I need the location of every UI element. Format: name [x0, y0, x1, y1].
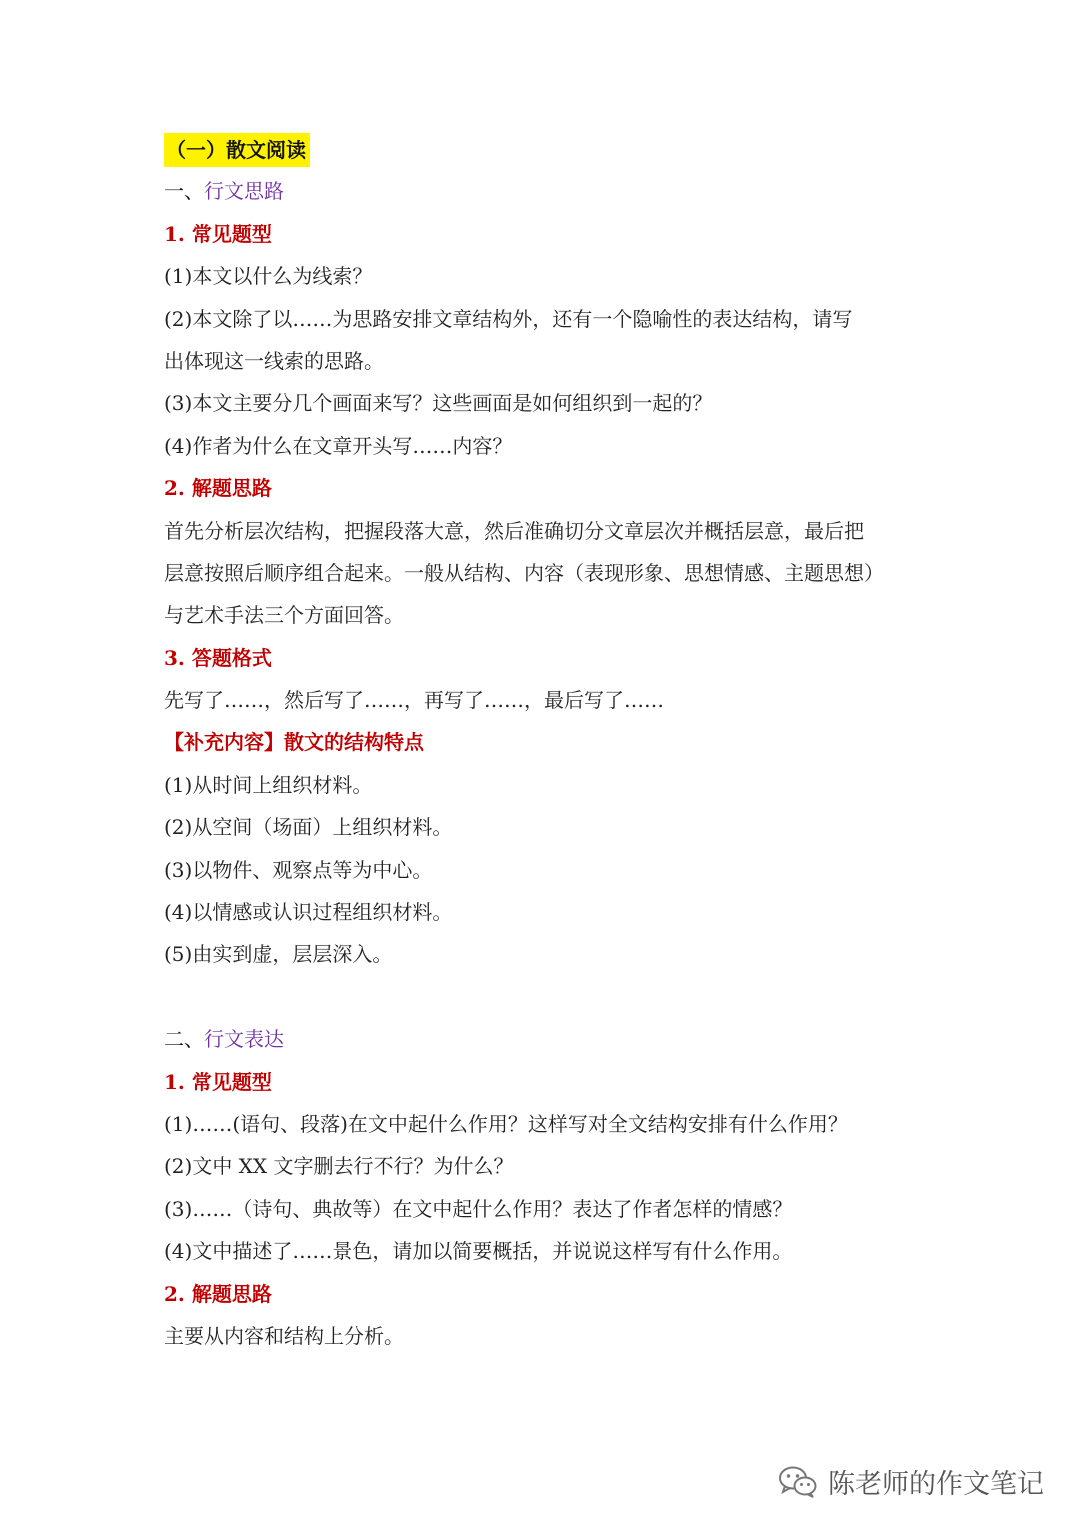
supplement-heading: 【补充内容】散文的结构特点: [164, 730, 424, 755]
paragraph-line: 与艺术手法三个方面回答。: [164, 603, 404, 628]
subheading: 2. 解题思路: [164, 1281, 272, 1306]
paragraph-line: 首先分析层次结构，把握段落大意，然后准确切分文章层次并概括层意，最后把: [164, 518, 864, 543]
section-number: 二、: [164, 1027, 204, 1052]
section-number: 一、: [164, 179, 204, 204]
subheading: 2. 解题思路: [164, 476, 272, 501]
section-title: 行文思路: [204, 179, 284, 204]
list-item: (2)从空间（场面）上组织材料。: [164, 815, 453, 840]
section-heading-2: [164, 1018, 924, 1060]
question-line: (3)本文主要分几个画面来写？这些画面是如何组织到一起的？: [164, 391, 713, 416]
watermark: [778, 1462, 1044, 1501]
subheading: 1. 常见题型: [164, 1069, 272, 1094]
question-line: (2)本文除了以……为思路安排文章结构外，还有一个隐喻性的表达结构，请写: [164, 306, 853, 331]
question-line: 出体现这一线索的思路。: [164, 348, 384, 373]
doc-title: （一）散文阅读: [164, 133, 310, 167]
paragraph-line: 层意按照后顺序组合起来。一般从结构、内容（表现形象、思想情感、主题思想）: [164, 560, 884, 585]
paragraph-line: 主要从内容和结构上分析。: [164, 1323, 404, 1348]
question-line: (1)……(语句、段落)在文中起什么作用？这样写对全文结构安排有什么作用？: [164, 1111, 848, 1136]
subheading: 3. 答题格式: [164, 645, 272, 670]
subheading: 1. 常见题型: [164, 221, 272, 246]
list-item: (5)由实到虚，层层深入。: [164, 942, 393, 967]
watermark-text: 陈老师的作文笔记: [828, 1469, 1044, 1500]
question-line: (2)文中 XX 文字删去行不行？为什么？: [164, 1154, 514, 1179]
question-line: (1)本文以什么为线索？: [164, 264, 373, 289]
section-title: 行文表达: [204, 1027, 284, 1052]
question-line: (3)……（诗句、典故等）在文中起什么作用？表达了作者怎样的情感？: [164, 1196, 793, 1221]
list-item: (3)以物件、观察点等为中心。: [164, 857, 433, 882]
document-page: [164, 128, 924, 1357]
section-heading-1: [164, 170, 924, 212]
list-item: (1)从时间上组织材料。: [164, 772, 373, 797]
question-line: (4)作者为什么在文章开头写……内容？: [164, 433, 513, 458]
blank-line: [164, 976, 924, 1018]
doc-title-row: [164, 128, 924, 170]
question-line: (4)文中描述了……景色，请加以简要概括，并说说这样写有什么作用。: [164, 1239, 793, 1264]
list-item: (4)以情感或认识过程组织材料。: [164, 900, 453, 925]
wechat-icon: [778, 1465, 818, 1499]
answer-format-line: 先写了……，然后写了……，再写了……，最后写了……: [164, 688, 664, 713]
